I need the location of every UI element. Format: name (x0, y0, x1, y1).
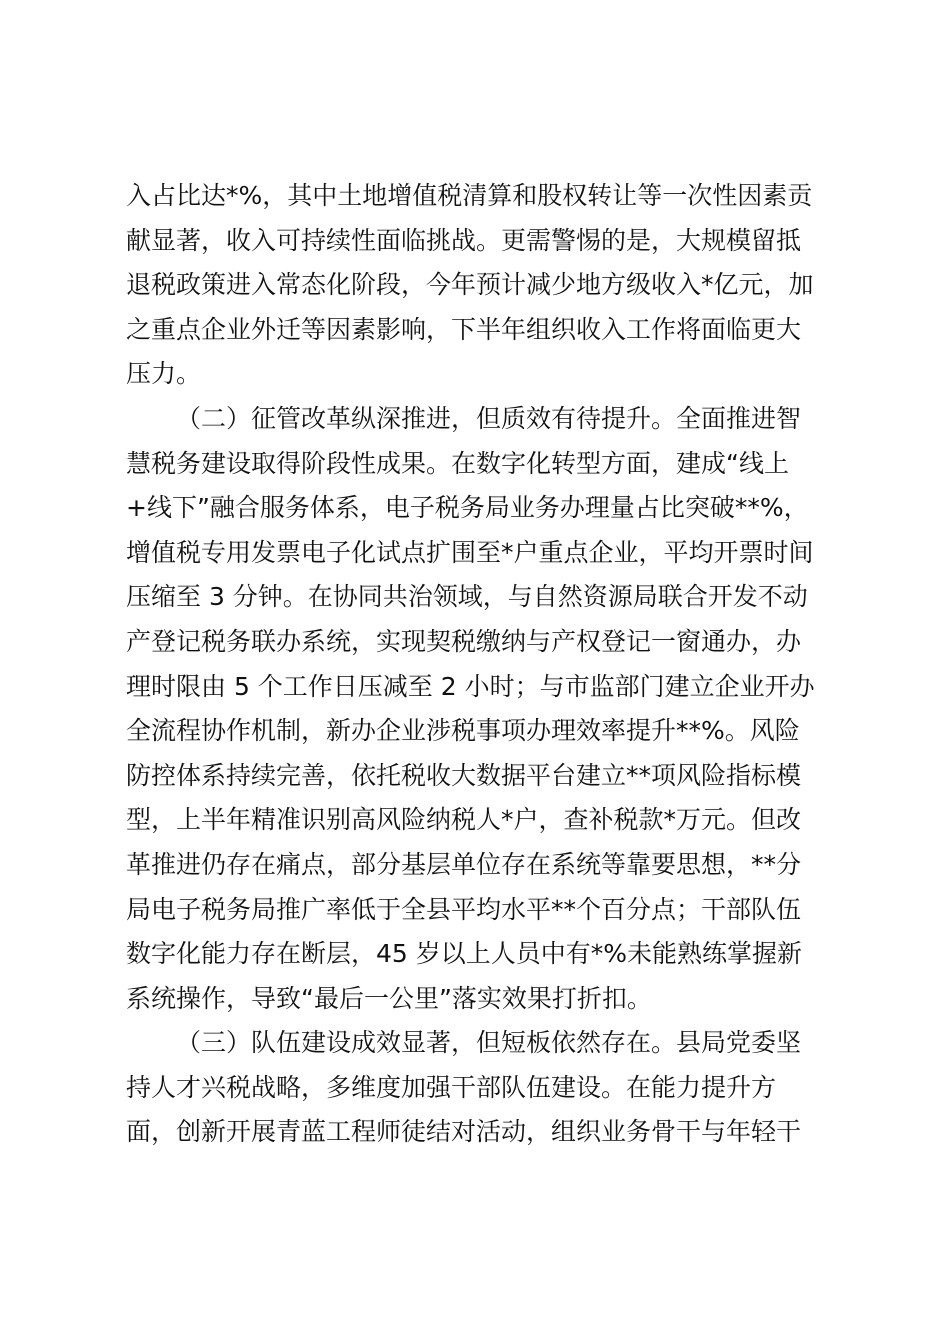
section-heading-line: （二）征管改革纵深推进，但质效有待提升。全面推进智 (176, 403, 802, 433)
text-line: 增值税专用发票电子化试点扩围至*户重点企业，平均开票时间 (126, 537, 814, 567)
text-line: 理时限由 5 个工作日压减至 2 小时；与市监部门建立企业开办 (126, 671, 815, 701)
text-line: 持人才兴税战略，多维度加强干部队伍建设。在能力提升方 (126, 1072, 777, 1102)
text-line: 退税政策进入常态化阶段，今年预计减少地方级收入*亿元，加 (126, 270, 814, 300)
text-line: 产登记税务联办系统，实现契税缴纳与产权登记一窗通办，办 (126, 626, 802, 656)
text-line: 数字化能力存在断层，45 岁以上人员中有*%未能熟练掌握新 (126, 939, 803, 969)
text-line: +线下”融合服务体系，电子税务局业务办理量占比突破**%， (126, 493, 809, 523)
text-line: 面，创新开展青蓝工程师徒结对活动，组织业务骨干与年轻干 (126, 1117, 802, 1147)
text-line: 献显著，收入可持续性面临挑战。更需警惕的是，大规模留抵 (126, 225, 802, 255)
text-line: 压缩至 3 分钟。在协同共治领域，与自然资源局联合开发不动 (126, 582, 808, 612)
text-line: 系统操作，导致“最后一公里”落实效果打折扣。 (126, 983, 652, 1013)
text-line: 型，上半年精准识别高风险纳税人*户，查补税款*万元。但改 (126, 805, 802, 835)
text-line: 革推进仍存在痛点，部分基层单位存在系统等靠要思想，**分 (126, 849, 802, 879)
text-line: 之重点企业外迁等因素影响，下半年组织收入工作将面临更大 (126, 314, 802, 344)
text-line: 入占比达*%，其中土地增值税清算和股权转让等一次性因素贡 (126, 181, 813, 210)
text-line: 局电子税务局推广率低于全县平均水平**个百分点；干部队伍 (126, 894, 802, 924)
section-heading-line: （三）队伍建设成效显著，但短板依然存在。县局党委坚 (176, 1028, 802, 1058)
text-line: 压力。 (126, 359, 202, 389)
body-text (126, 174, 846, 1155)
text-line: 全流程协作机制，新办企业涉税事项办理效率提升**%。风险 (126, 716, 800, 746)
text-line: 防控体系持续完善，依托税收大数据平台建立**项风险指标模 (126, 760, 802, 790)
text-line: 慧税务建设取得阶段性成果。在数字化转型方面，建成“线上 (126, 448, 789, 478)
